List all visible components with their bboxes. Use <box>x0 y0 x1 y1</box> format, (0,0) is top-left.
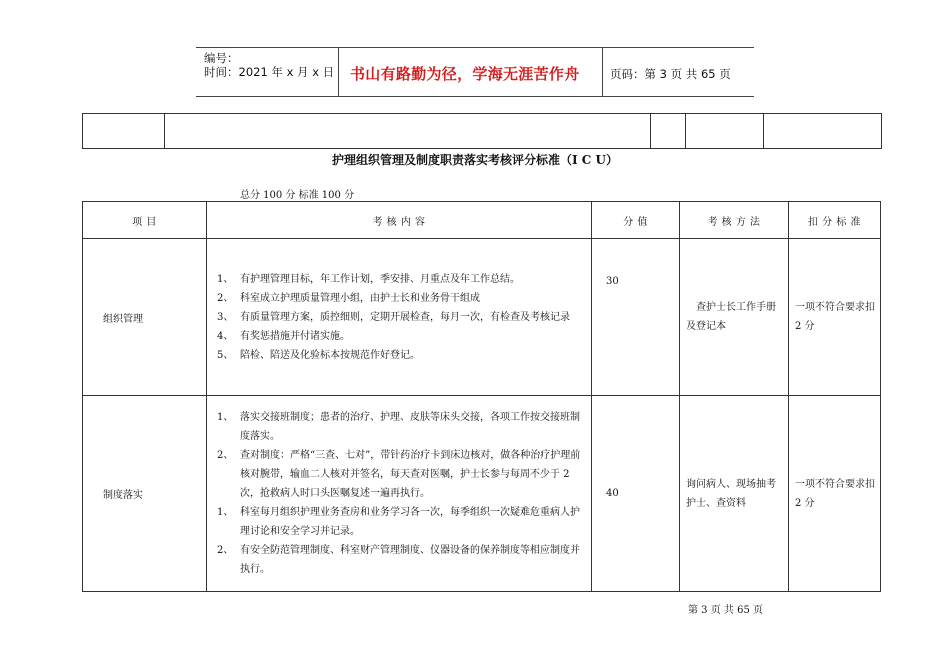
list-number: 2、 <box>217 545 234 556</box>
list-number: 2、 <box>217 292 234 304</box>
header-motto: 书山有路勤为径，学海无涯苦作舟 <box>350 65 580 83</box>
list-text: 有安全防范管理制度、科室财产管理制度、仪器设备的保养制度等相应制度并执行。 <box>240 545 580 575</box>
list-item <box>217 446 581 503</box>
content-list <box>217 270 581 365</box>
list-number: 1、 <box>217 507 234 518</box>
strip-divider <box>164 114 165 148</box>
row-item: 制度落实 <box>83 396 207 592</box>
list-text: 落实交接班制度；患者的治疗、护理、皮肤等床头交接，各项工作按交接班制度落实。 <box>240 412 580 442</box>
strip-divider <box>763 114 764 148</box>
list-number: 2、 <box>217 450 234 461</box>
header-item: 项 目 <box>83 202 207 239</box>
document-title: 护理组织管理及制度职责落实考核评分标准（I C U） <box>332 153 618 167</box>
header-divider-left <box>338 47 339 96</box>
header-top-rule <box>196 47 754 48</box>
list-text: 有奖惩措施并付诸实施。 <box>240 330 350 342</box>
document-date: 时间：2021 年 x 月 x 日 <box>204 65 335 79</box>
header-score: 分 值 <box>592 202 680 239</box>
row-deduct: 一项不符合要求扣 2 分 <box>789 396 881 592</box>
list-text: 科室成立护理质量管理小组，由护士长和业务骨干组成 <box>240 292 480 304</box>
list-item <box>217 503 581 541</box>
list-item <box>217 346 581 365</box>
row-content <box>207 396 592 592</box>
row-score: 30 <box>592 239 680 396</box>
list-item <box>217 270 581 289</box>
table-row <box>83 239 881 396</box>
row-deduct: 一项不符合要求扣 2 分 <box>789 239 881 396</box>
list-item <box>217 408 581 446</box>
row-score: 40 <box>592 396 680 592</box>
list-item <box>217 289 581 308</box>
total-score-line: 总分 100 分 标准 100 分 <box>240 190 355 201</box>
list-item <box>217 541 581 579</box>
row-content <box>207 239 592 396</box>
strip-divider <box>650 114 651 148</box>
list-item <box>217 308 581 327</box>
table-header-row <box>83 202 881 239</box>
list-text: 查对制度：严格“三查、七对”，带针药治疗卡到床边核对，做各种治疗护理前核对腕带，输血二人核对并签名，每天查对医嘱，护士长参与每周不少于 2 次，抢救病人时口头医嘱复述一遍再执行。 <box>240 450 581 499</box>
content-list <box>217 408 581 579</box>
list-item <box>217 327 581 346</box>
document-code-label: 编号： <box>204 51 239 65</box>
row-item: 组织管理 <box>83 239 207 396</box>
list-number: 5、 <box>217 349 234 361</box>
list-number: 3、 <box>217 311 234 323</box>
assessment-table <box>82 201 881 592</box>
strip-divider <box>685 114 686 148</box>
list-number: 1、 <box>217 412 234 423</box>
list-text: 科室每月组织护理业务查房和业务学习各一次，每季组织一次疑难危重病人护理讨论和安全学习并记录。 <box>240 507 580 537</box>
row-method: 查护士长工作手册及登记本 <box>680 239 789 396</box>
list-number: 4、 <box>217 330 234 342</box>
header-page-number: 页码：第 3 页 共 65 页 <box>610 67 731 81</box>
list-text: 有护理管理目标，年工作计划，季安排、月重点及年工作总结。 <box>240 273 520 285</box>
header-deduct: 扣 分 标 准 <box>789 202 881 239</box>
list-text: 有质量管理方案，质控细则，定期开展检查，每月一次，有检查及考核记录 <box>240 311 570 323</box>
table-row <box>83 396 881 592</box>
header-content: 考 核 内 容 <box>207 202 592 239</box>
header-method: 考 核 方 法 <box>680 202 789 239</box>
footer-page-number: 第 3 页 共 65 页 <box>688 605 763 616</box>
list-number: 1、 <box>217 273 234 285</box>
header-divider-right <box>602 47 603 96</box>
row-method: 询问病人、现场抽考护士、查资料 <box>680 396 789 592</box>
header-bottom-rule <box>196 96 754 97</box>
list-text: 陪检、陪送及化验标本按规范作好登记。 <box>240 349 420 361</box>
empty-strip-table <box>82 113 882 149</box>
